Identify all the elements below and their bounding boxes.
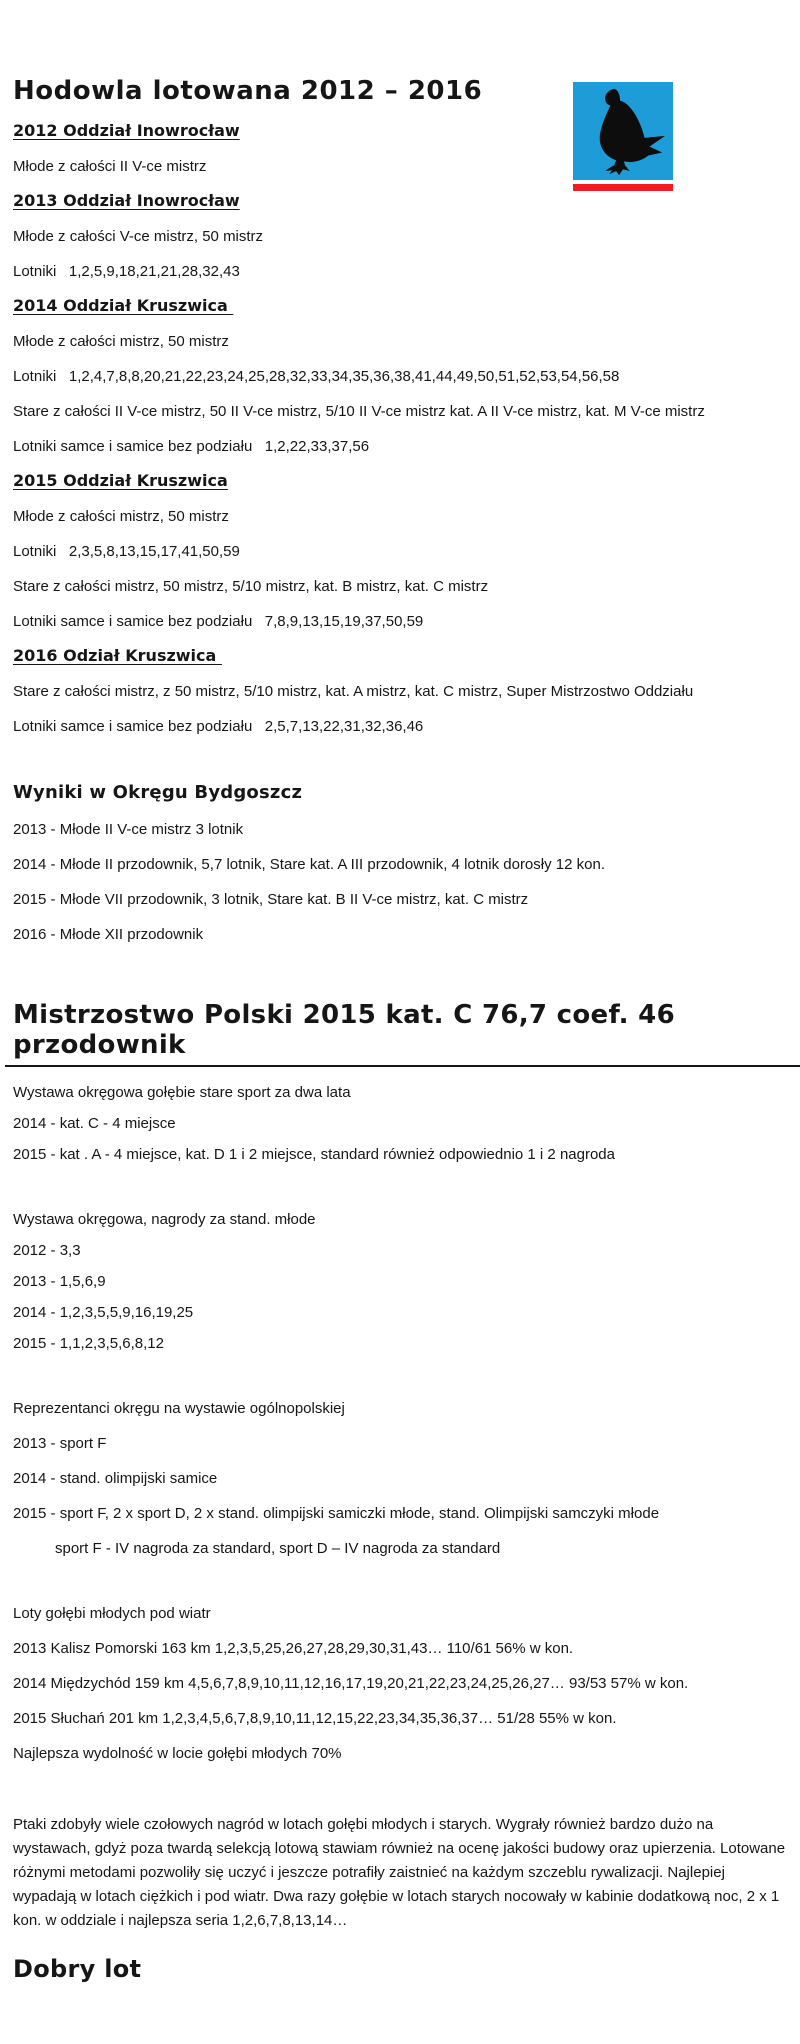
- section-spacer: [13, 1558, 787, 1588]
- text-line: Lotniki 1,2,5,9,18,21,21,28,32,43: [13, 263, 240, 280]
- text-line: 2015 Słuchań 201 km 1,2,3,4,5,6,7,8,9,10,11,12,15,22,23,34,35,36,37… 51/28 55% w kon.: [13, 1710, 617, 1727]
- pigeon-icon-shape: [600, 89, 665, 175]
- text-line: 2012 - 3,3: [13, 1242, 81, 1259]
- text-line: Wystawa okręgowa, nagrody za stand. młode: [13, 1211, 316, 1228]
- text-line: Reprezentanci okręgu na wystawie ogólnopolskiej: [13, 1400, 345, 1417]
- logo-red-bar: [573, 184, 673, 191]
- text-line: Loty gołębi młodych pod wiatr: [13, 1605, 211, 1622]
- pigeon-logo: [573, 82, 673, 191]
- section-spacer: [13, 736, 787, 766]
- pigeon-icon: [573, 82, 673, 180]
- text-line: 2014 - 1,2,3,5,5,9,16,19,25: [13, 1304, 194, 1321]
- signoff-text: Dobry lot: [13, 1955, 142, 1983]
- text-line: Młode z całości V-ce mistrz, 50 mistrz: [13, 228, 264, 245]
- text-line: Młode z całości II V-ce mistrz: [13, 158, 207, 175]
- text-line: 2014 - Młode II przodownik, 5,7 lotnik, Stare kat. A III przodownik, 4 lotnik dorosły 12 kon.: [13, 856, 605, 873]
- text-line: 2016 - Młode XII przodownik: [13, 926, 204, 943]
- text-line-indented: sport F - IV nagroda za standard, sport D – IV nagroda za standard: [55, 1540, 501, 1557]
- text-line: 2013 Kalisz Pomorski 163 km 1,2,3,5,25,26,27,28,29,30,31,43… 110/61 56% w kon.: [13, 1640, 574, 1657]
- text-line: Młode z całości mistrz, 50 mistrz: [13, 508, 229, 525]
- section-spacer: [13, 1763, 787, 1793]
- document-page: [0, 76, 800, 2044]
- document-content: [0, 76, 800, 1983]
- text-line: Najlepsza wydolność w locie gołębi młodych 70%: [13, 1745, 342, 1762]
- text-line: Lotniki 2,3,5,8,13,15,17,41,50,59: [13, 543, 240, 560]
- text-line: Lotniki samce i samice bez podziału 7,8,9,13,15,19,37,50,59: [13, 613, 424, 630]
- text-line: Stare z całości mistrz, 50 mistrz, 5/10 mistrz, kat. B mistrz, kat. C mistrz: [13, 578, 489, 595]
- section-heading: 2016 Odział Kruszwica: [13, 646, 222, 665]
- text-line: Lotniki samce i samice bez podziału 2,5,7,13,22,31,32,36,46: [13, 718, 424, 735]
- document-blocks: [13, 121, 790, 1983]
- summary-paragraph: Ptaki zdobyły wiele czołowych nagród w lotach gołębi młodych i starych. Wygrały również bardzo dużo na wystawach, gdyż poza twardą selekcją lotową stawiam również na ocenę jakości budowy oraz upierzenia. Lotowane różnymi metodami pozwoliły się uczyć i jeszcze potrafiły zaistnieć na każdym szczeblu rywalizacji. Najlepiej wypadają w lotach ciężkich i pod wiatr. Dwa razy gołębie w lotach starych nocowały w kabinie dodatkową noc, 2 x 1 kon. w oddziale i najlepsza seria 1,2,6,7,8,13,14…: [13, 1816, 790, 1929]
- text-line: 2014 Międzychód 159 km 4,5,6,7,8,9,10,11,12,16,17,19,20,21,22,23,24,25,26,27… 93/53 57% w kon.: [13, 1675, 689, 1692]
- text-line: 2014 - stand. olimpijski samice: [13, 1470, 218, 1487]
- text-line: 2015 - kat . A - 4 miejsce, kat. D 1 i 2 miejsce, standard również odpowiednio 1 i 2 nagroda: [13, 1146, 615, 1163]
- section-heading: 2014 Oddział Kruszwica: [13, 296, 234, 315]
- text-line: 2015 - sport F, 2 x sport D, 2 x stand. olimpijski samiczki młode, stand. Olimpijski samczyki młode: [13, 1505, 660, 1522]
- section-spacer: [13, 1353, 787, 1383]
- section-heading: 2015 Oddział Kruszwica: [13, 471, 228, 490]
- text-line: Młode z całości mistrz, 50 mistrz: [13, 333, 229, 350]
- subsection-heading: Wyniki w Okręgu Bydgoszcz: [13, 782, 303, 803]
- text-line: 2014 - kat. C - 4 miejsce: [13, 1115, 176, 1132]
- text-line: Lotniki 1,2,4,7,8,8,20,21,22,23,24,25,28,32,33,34,35,36,38,41,44,49,50,51,52,53,54,56,58: [13, 368, 620, 385]
- text-line: 2013 - 1,5,6,9: [13, 1273, 106, 1290]
- section-spacer: [13, 944, 787, 974]
- section-heading: 2013 Oddział Inowrocław: [13, 191, 240, 210]
- text-line: 2013 - sport F: [13, 1435, 107, 1452]
- text-line: 2015 - Młode VII przodownik, 3 lotnik, Stare kat. B II V-ce mistrz, kat. C mistrz: [13, 891, 529, 908]
- section-spacer: [13, 1164, 787, 1194]
- text-line: Wystawa okręgowa gołębie stare sport za dwa lata: [13, 1084, 351, 1101]
- page-title: Hodowla lotowana 2012 – 2016: [13, 76, 483, 106]
- text-line: Stare z całości II V-ce mistrz, 50 II V-ce mistrz, 5/10 II V-ce mistrz kat. A II V-ce mistrz, kat. M V-ce mistrz: [13, 403, 705, 420]
- section-heading: 2012 Oddział Inowrocław: [13, 121, 240, 140]
- main-heading: Mistrzostwo Polski 2015 kat. C 76,7 coef. 46 przodownik: [5, 1000, 800, 1067]
- text-line: Lotniki samce i samice bez podziału 1,2,22,33,37,56: [13, 438, 370, 455]
- pigeon-logo-background: [573, 82, 673, 180]
- text-line: Stare z całości mistrz, z 50 mistrz, 5/10 mistrz, kat. A mistrz, kat. C mistrz, Super Mistrzostwo Oddziału: [13, 683, 694, 700]
- text-line: 2015 - 1,1,2,3,5,6,8,12: [13, 1335, 164, 1352]
- text-line: 2013 - Młode II V-ce mistrz 3 lotnik: [13, 821, 244, 838]
